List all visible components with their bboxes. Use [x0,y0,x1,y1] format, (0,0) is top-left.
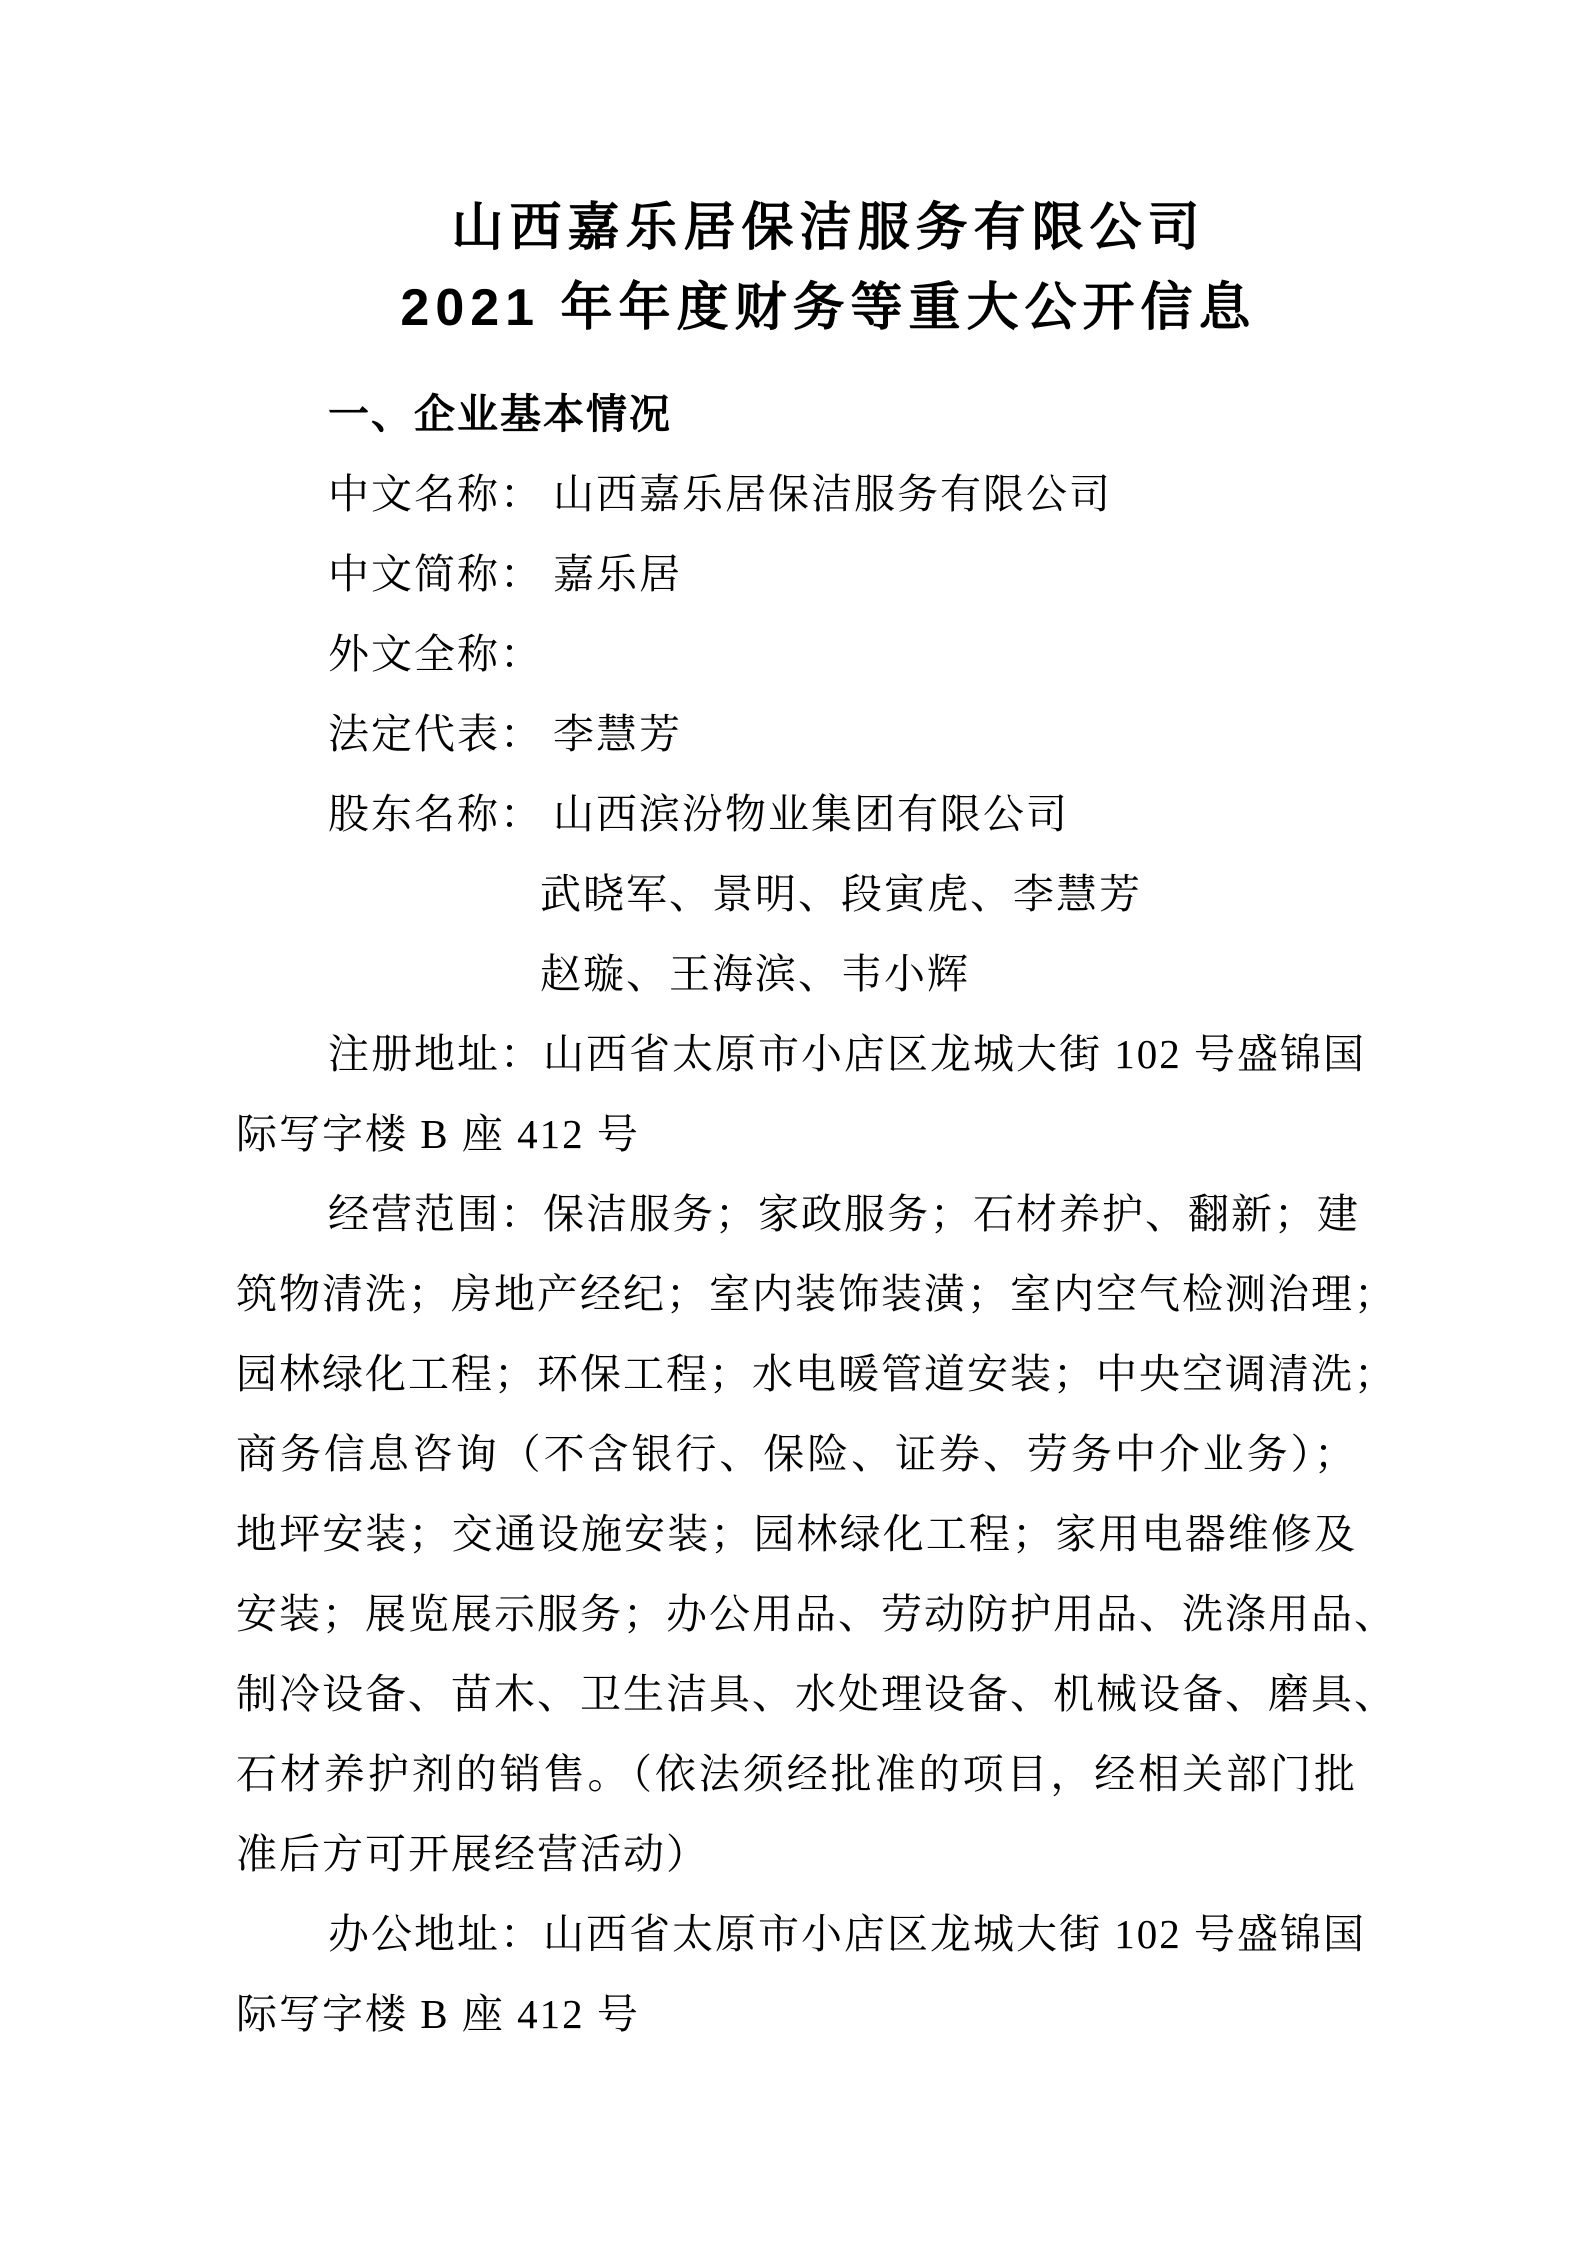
field-shareholders [236,774,1357,854]
field-chinese-short-name-label: 中文简称： [328,551,543,597]
field-shareholders-label: 股东名称： [328,791,543,837]
field-chinese-name-value: 山西嘉乐居保洁服务有限公司 [553,471,1112,517]
document-title-line-1: 山西嘉乐居保洁服务有限公司 [451,199,1206,257]
document-content [236,188,1397,2054]
field-chinese-name [236,454,1357,534]
field-foreign-full-name [236,614,1357,694]
field-chinese-short-name-value: 嘉乐居 [553,551,682,597]
document-title-line-2: 2021 年年度财务等重大公开信息 [400,279,1257,337]
business-scope-line-9: 准后方可开展经营活动） [236,1831,709,1877]
business-scope-line-7: 制冷设备、苗木、卫生洁具、水处理设备、机械设备、磨具、 [236,1671,1397,1717]
field-legal-representative-value: 李慧芳 [553,711,682,757]
field-shareholders-value-line-1: 山西滨汾物业集团有限公司 [553,791,1069,837]
field-chinese-short-name [236,534,1357,614]
business-scope-line-8: 石材养护剂的销售。（依法须经批准的项目，经相关部门批 [236,1751,1357,1797]
field-foreign-full-name-label: 外文全称： [328,631,543,677]
registered-address-line-2: 际写字楼 B 座 412 号 [236,1111,640,1157]
registered-address-line-1: 注册地址：山西省太原市小店区龙城大街 102 号盛锦国 [328,1031,1366,1077]
field-shareholders-value-line-2: 武晓军、景明、段寅虎、李慧芳 [540,871,1142,917]
field-legal-representative-label: 法定代表： [328,711,543,757]
business-scope-line-6: 安装；展览展示服务；办公用品、劳动防护用品、洗涤用品、 [236,1591,1397,1637]
office-address-line-2: 际写字楼 B 座 412 号 [236,1991,640,2037]
business-scope-line-3: 园林绿化工程；环保工程；水电暖管道安装；中央空调清洗； [236,1351,1397,1397]
business-scope-line-4: 商务信息咨询（不含银行、保险、证券、劳务中介业务）； [236,1431,1357,1477]
field-chinese-name-label: 中文名称： [328,471,543,517]
business-scope-line-2: 筑物清洗；房地产经纪；室内装饰装潢；室内空气检测治理； [236,1271,1397,1317]
office-address-line-1: 办公地址：山西省太原市小店区龙城大街 102 号盛锦国 [328,1911,1366,1957]
field-legal-representative [236,694,1357,774]
business-scope-line-5: 地坪安装；交通设施安装；园林绿化工程；家用电器维修及 [236,1511,1357,1557]
field-foreign-full-name-value [543,631,553,677]
field-shareholders-value-line-3: 赵璇、王海滨、韦小辉 [540,951,970,997]
business-scope-line-1: 经营范围：保洁服务；家政服务；石材养护、翻新；建 [328,1191,1360,1237]
section-heading-basic-info: 一、企业基本情况 [328,391,672,437]
